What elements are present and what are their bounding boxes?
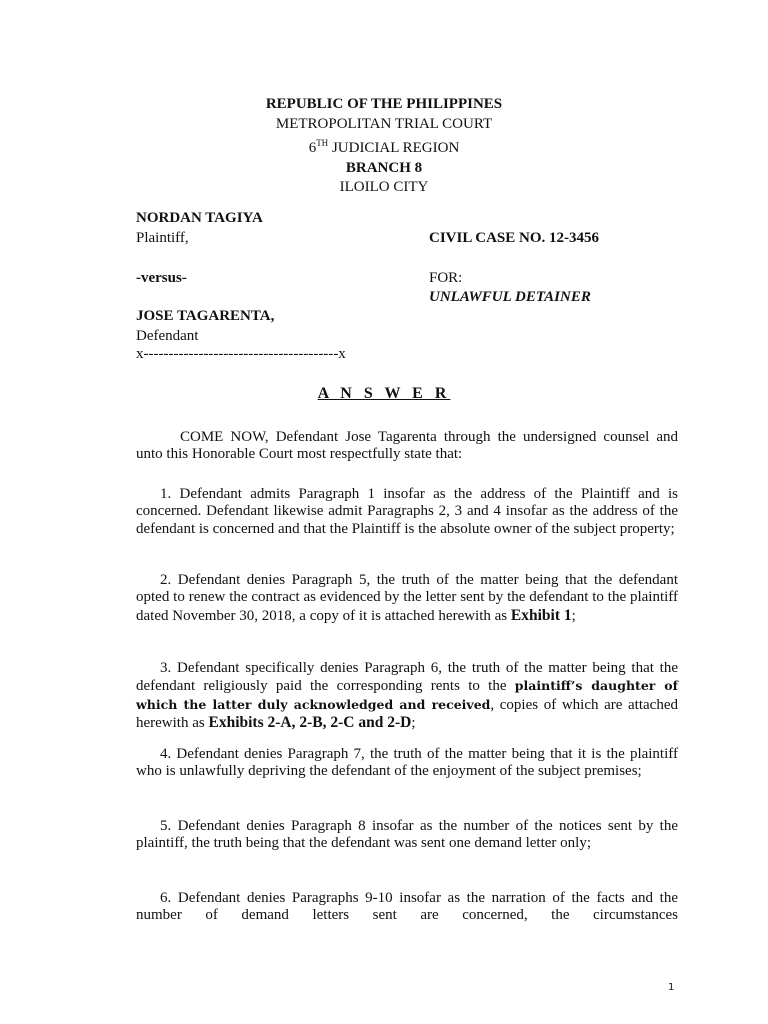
city-line: ILOILO CITY [339, 179, 429, 195]
paragraph-6: 6. Defendant denies Paragraphs 9-10 insofar as the narration of the facts and the number of demand letters sent are concerned, the circumstances [136, 890, 678, 924]
intro-paragraph: COME NOW, Defendant Jose Tagarenta through the undersigned counsel and unto this Honorable Court most respectfully state that: [136, 429, 678, 463]
exhibit-2-ref: Exhibits 2-A, 2-B, 2-C and 2-D [208, 713, 412, 731]
paragraph-1: 1. Defendant admits Paragraph 1 insofar as the address of the Plaintiff and is concerned. Defendant likewise admit Paragraphs 2, 3 and 4 insofar as the address of the defendant is concerned and that the Plaintiff is the absolute owner of the subject property; [136, 486, 678, 537]
action-title: UNLAWFUL DETAINER [429, 289, 591, 305]
republic-line: REPUBLIC OF THE PHILIPPINES [265, 96, 503, 112]
plaintiff-name: NORDAN TAGIYA [136, 210, 263, 226]
exhibit-1-ref: Exhibit 1 [510, 606, 572, 624]
page-number: 1 [668, 982, 675, 993]
versus-label: -versus- [136, 270, 187, 286]
plaintiff-label: Plaintiff, [136, 230, 189, 246]
court-line: METROPOLITAN TRIAL COURT [275, 115, 493, 132]
defendant-name: JOSE TAGARENTA, [136, 308, 275, 324]
case-number: CIVIL CASE NO. 12-3456 [429, 230, 600, 246]
paragraph-2: 2. Defendant denies Paragraph 5, the truth of the matter being that the defendant opted to renew the contract as evidenced by the letter sent by the defendant to the plaintiff dated November 30, 2018, a copy of it is attached herewith as Exhibit 1; [136, 572, 678, 624]
paragraph-4: 4. Defendant denies Paragraph 7, the truth of the matter being that it is the plaintiff who is unlawfully depriving the defendant of the enjoyment of the subject premises; [136, 746, 678, 780]
paragraph-5: 5. Defendant denies Paragraph 8 insofar as the number of the notices sent by the plaintiff, the truth being that the defendant was sent one demand letter only; [136, 818, 678, 852]
document-title: A N S W E R [317, 385, 451, 402]
for-label: FOR: [429, 270, 463, 286]
defendant-label: Defendant [136, 328, 199, 344]
region-line: 6TH JUDICIAL REGION [308, 138, 460, 156]
court-header [0, 95, 768, 198]
branch-line: BRANCH 8 [345, 159, 423, 176]
caption-divider: x---------------------------------------x [136, 346, 346, 362]
paragraph-3: 3. Defendant specifically denies Paragraph 6, the truth of the matter being that the defendant religiously paid the corresponding rents to the plaintiff’s daughter of which the latter duly acknowledged and received, copies of which are attached herewith as Exhibits 2-A, 2-B, 2-C and 2-D; [136, 660, 678, 731]
